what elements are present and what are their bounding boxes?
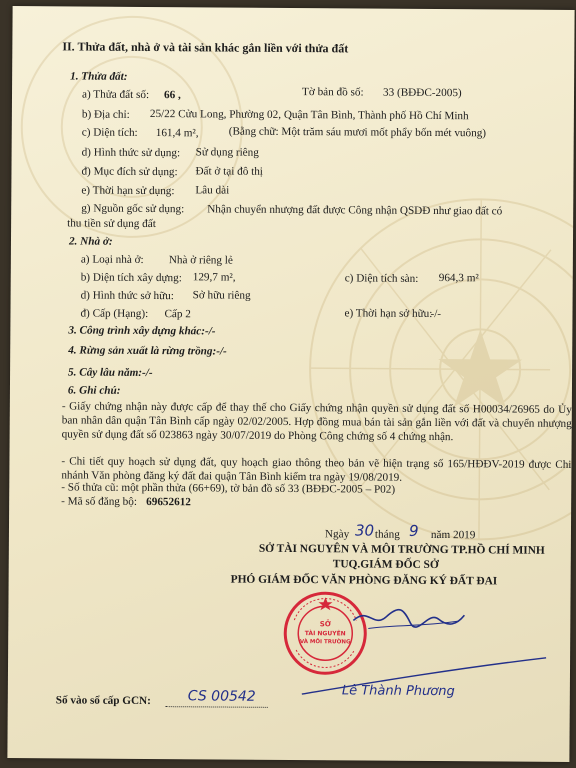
land-heading: 1. Thửa đất: xyxy=(70,70,128,83)
duration-value: Lâu dài xyxy=(195,184,230,197)
floor-area-value: 964,3 m² xyxy=(438,272,479,285)
area-value: 161,4 m², xyxy=(155,127,199,140)
svg-text:VÀ MÔI TRƯỜNG: VÀ MÔI TRƯỜNG xyxy=(299,639,351,646)
owner-term-value: -/- xyxy=(430,307,442,321)
for-director: TUQ.GIÁM ĐỐC SỞ xyxy=(332,558,439,572)
purpose-value: Đất ở tại đô thị xyxy=(195,165,263,178)
address-label: b) Địa chỉ: xyxy=(81,108,130,121)
date-day-label: Ngày xyxy=(324,528,350,541)
date-month: 9 xyxy=(408,521,419,540)
origin-value-cont: thu tiền sử dụng đất xyxy=(67,217,156,231)
house-type-value: Nhà ở riêng lẻ xyxy=(168,254,233,267)
deputy-title: PHÓ GIÁM ĐỐC VĂN PHÒNG ĐĂNG KÝ ĐẤT ĐAI xyxy=(230,573,498,588)
area-words: (Bằng chữ: Một trăm sáu mươi mốt phẩy bốn mét vuông) xyxy=(228,125,487,140)
agency-name: SỞ TÀI NGUYÊN VÀ MÔI TRƯỜNG TP.HỒ CHÍ MINH xyxy=(258,542,545,557)
duration-label: e) Thời hạn sử dụng: xyxy=(81,184,175,198)
grade-label: đ) Cấp (Hạng): xyxy=(80,307,149,321)
date-day: 30 xyxy=(354,521,375,540)
built-area-value: 129,7 m², xyxy=(192,271,236,284)
note-registry-code-label: - Mã số đăng bộ: xyxy=(61,495,138,508)
signer-name: Lê Thành Phương xyxy=(341,683,455,700)
usage-form-label: d) Hình thức sử dụng: xyxy=(81,146,181,160)
address-value: 25/22 Cửu Long, Phường 02, Quận Tân Bình, Thành phố Hồ Chí Minh xyxy=(149,108,469,123)
svg-text:TÀI NGUYÊN: TÀI NGUYÊN xyxy=(304,630,346,638)
usage-form-value: Sử dụng riêng xyxy=(195,146,259,159)
date-year: năm 2019 xyxy=(430,528,476,542)
note-replacement: - Giấy chứng nhận này được cấp để thay thế cho Giấy chứng nhận quyền sử dụng đất số H00034/26965 do Ủy ban nhân dân quận Tân Bình cấp ngày 02/02/2005. Hợp đồng mua bán tài sản gắn liền với đất và chuyển nhượng quyền sử dụng đất số 023863 ngày 30/07/2019 do Phòng Công chứng số 4 chứng nhận. xyxy=(61,400,572,444)
house-heading: 2. Nhà ở: xyxy=(68,235,113,248)
area-label: c) Diện tích: xyxy=(81,126,138,139)
grade-value: Cấp 2 xyxy=(164,308,191,321)
note-planning: - Chi tiết quy hoạch sử dụng đất, quy hoạch giao thông theo bản vẽ hiện trạng số 165/HĐĐV-2019 được Chi nhánh Văn phòng đăng ký đất đai quận Tân Bình kiểm tra ngày 19/08/2019. xyxy=(61,455,572,484)
note-registry-code-value: 69652612 xyxy=(146,495,191,509)
parcel-value: 66 , xyxy=(163,89,181,102)
floor-area-label: c) Diện tích sàn: xyxy=(344,272,419,285)
ownership-value: Sở hữu riêng xyxy=(192,289,251,302)
house-type-label: a) Loại nhà ở: xyxy=(80,253,144,266)
origin-label: g) Nguồn gốc sử dụng: xyxy=(81,202,185,216)
signature-scribble xyxy=(348,598,468,639)
registry-value: CS 00542 xyxy=(187,688,256,705)
certificate-page xyxy=(7,6,574,762)
svg-text:SỞ: SỞ xyxy=(319,620,331,629)
section-title: II. Thửa đất, nhà ở và tài sản khác gắn liền với thửa đất xyxy=(62,39,349,56)
other-works: 3. Công trình xây dựng khác:-/- xyxy=(68,324,216,338)
parcel-label: a) Thửa đất số: xyxy=(81,88,150,102)
forest-line: 4. Rừng sản xuất là rừng trồng:-/- xyxy=(68,344,227,358)
registry-label: Số vào sổ cấp GCN: xyxy=(55,694,151,708)
origin-value: Nhận chuyển nhượng đất được Công nhận QSDĐ như giao đất có xyxy=(207,203,503,218)
date-month-label: tháng xyxy=(374,528,400,541)
notes-heading: 6. Ghi chú: xyxy=(67,384,121,397)
map-label: Tờ bản đồ số: xyxy=(301,86,364,99)
ownership-label: d) Hình thức sở hữu: xyxy=(80,289,174,303)
purpose-label: đ) Mục đích sử dụng: xyxy=(81,165,178,179)
built-area-label: b) Diện tích xây dựng: xyxy=(80,271,182,285)
owner-term-label: e) Thời hạn sở hữu: xyxy=(344,307,433,320)
note-old-parcel: - Số thửa cũ: một phần thửa (66+69), tờ bản đồ số 33 (BĐĐC-2005 – P02) xyxy=(61,481,396,496)
perennial-trees-line: 5. Cây lâu năm:-/- xyxy=(68,366,153,380)
map-value: 33 (BĐĐC-2005) xyxy=(382,86,462,100)
